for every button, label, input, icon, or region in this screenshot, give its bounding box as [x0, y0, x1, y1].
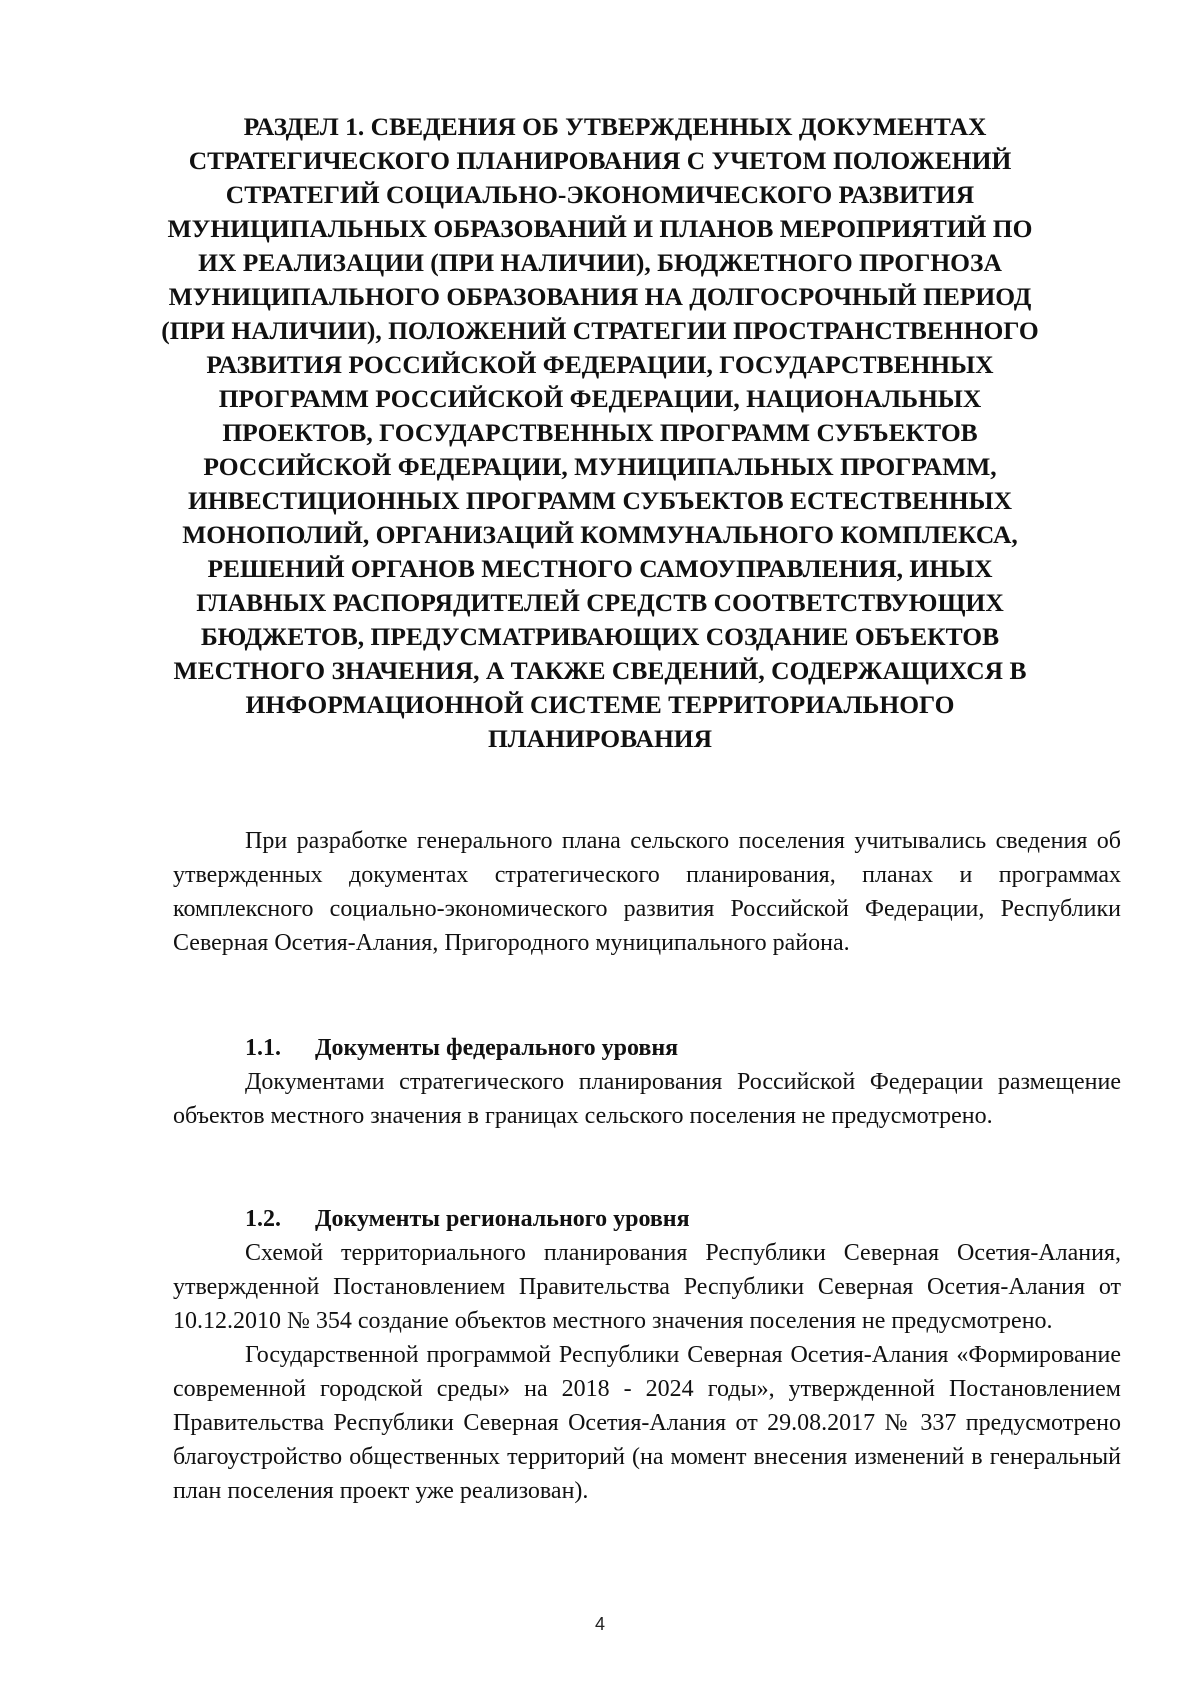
intro-block: [173, 824, 1121, 960]
subsection-heading: [173, 1031, 1121, 1065]
subsection-regional: [173, 1202, 1121, 1508]
subsection-number: 1.2.: [245, 1206, 281, 1232]
subsection-federal: [173, 1031, 1121, 1133]
subsection-heading: [173, 1202, 1121, 1236]
page-number: 4: [594, 1614, 605, 1634]
section-title: РАЗДЕЛ 1. СВЕДЕНИЯ ОБ УТВЕРЖДЕННЫХ ДОКУМЕНТАХ СТРАТЕГИЧЕСКОГО ПЛАНИРОВАНИЯ С УЧЕТОМ ПОЛОЖЕНИЙ СТРАТЕГИЙ СОЦИАЛЬНО-ЭКОНОМИЧЕСКОГО РАЗВИТИЯ МУНИЦИПАЛЬНЫХ ОБРАЗОВАНИЙ И ПЛАНОВ МЕРОПРИЯТИЙ ПО ИХ РЕАЛИЗАЦИИ (ПРИ НАЛИЧИИ), БЮДЖЕТНОГО ПРОГНОЗА МУНИЦИПАЛЬНОГО ОБРАЗОВАНИЯ НА ДОЛГОСРОЧНЫЙ ПЕРИОД (ПРИ НАЛИЧИИ), ПОЛОЖЕНИЙ СТРАТЕГИИ ПРОСТРАНСТВЕННОГО РАЗВИТИЯ РОССИЙСКОЙ ФЕДЕРАЦИИ, ГОСУДАРСТВЕННЫХ ПРОГРАММ РОССИЙСКОЙ ФЕДЕРАЦИИ, НАЦИОНАЛЬНЫХ ПРОЕКТОВ, ГОСУДАРСТВЕННЫХ ПРОГРАММ СУБЪЕКТОВ РОССИЙСКОЙ ФЕДЕРАЦИИ, МУНИЦИПАЛЬНЫХ ПРОГРАММ, ИНВЕСТИЦИОННЫХ ПРОГРАММ СУБЪЕКТОВ ЕСТЕСТВЕННЫХ МОНОПОЛИЙ, ОРГАНИЗАЦИЙ КОММУНАЛЬНОГО КОМПЛЕКСА, РЕШЕНИЙ ОРГАНОВ МЕСТНОГО САМОУПРАВЛЕНИЯ, ИНЫХ ГЛАВНЫХ РАСПОРЯДИТЕЛЕЙ СРЕДСТВ СООТВЕТСТВУЮЩИХ БЮДЖЕТОВ, ПРЕДУСМАТРИВАЮЩИХ СОЗДАНИЕ ОБЪЕКТОВ МЕСТНОГО ЗНАЧЕНИЯ, А ТАКЖЕ СВЕДЕНИЙ, СОДЕРЖАЩИХСЯ В ИНФОРМАЦИОННОЙ СИСТЕМЕ ТЕРРИТОРИАЛЬНОГО ПЛАНИРОВАНИЯ: [161, 112, 1039, 753]
subsection-paragraph: Схемой территориального планирования Республики Северная Осетия-Алания, утвержденной Постановлением Правительства Республики Северная Осетия-Алания от 10.12.2010 № 354 создание объектов местного значения поселения не предусмотрено.: [173, 1240, 1121, 1334]
subsection-number: 1.1.: [245, 1035, 281, 1061]
subsection-paragraph: Государственной программой Республики Северная Осетия-Алания «Формирование современной городской среды» на 2018 - 2024 годы», утвержденной Постановлением Правительства Республики Северная Осетия-Алания от 29.08.2017 № 337 предусмотрено благоустройство общественных территорий (на момент внесения изменений в генеральный план поселения проект уже реализован).: [173, 1342, 1121, 1504]
subsection-title: Документы регионального уровня: [315, 1206, 690, 1232]
subsection-title: Документы федерального уровня: [315, 1035, 679, 1061]
subsection-paragraph: Документами стратегического планирования Российской Федерации размещение объектов местного значения в границах сельского поселения не предусмотрено.: [173, 1069, 1121, 1129]
intro-paragraph: При разработке генерального плана сельского поселения учитывались сведения об утвержденных документах стратегического планирования, планах и программах комплексного социально-экономического развития Российской Федерации, Республики Северная Осетия-Алания, Пригородного муниципального района.: [173, 828, 1121, 956]
